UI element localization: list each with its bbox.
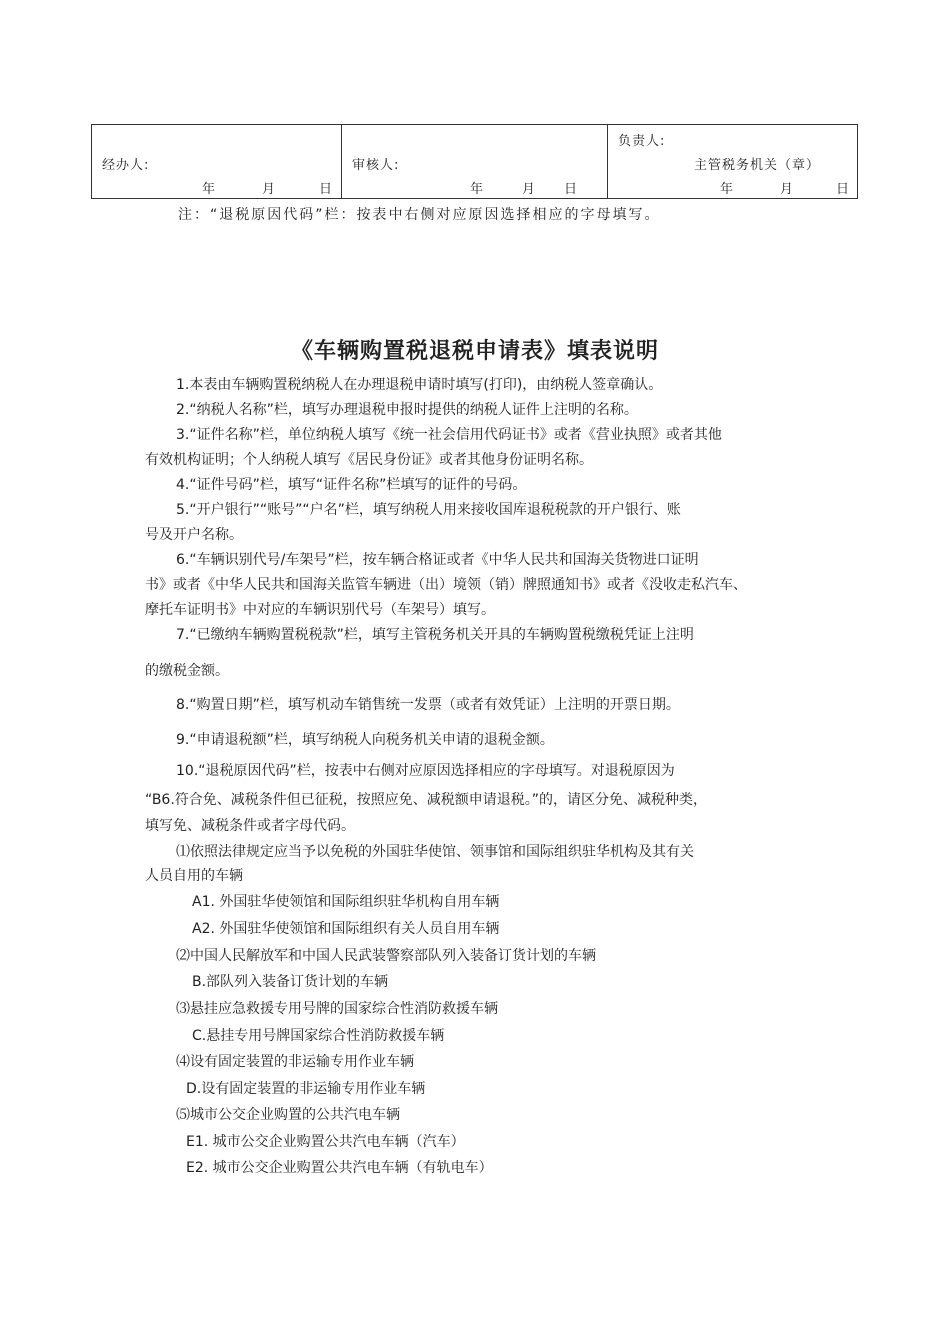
instruction-line: ⑶悬挂应急救援专用号牌的国家综合性消防救援车辆 — [176, 1001, 498, 1017]
authority-date-month: 月 — [780, 182, 795, 197]
instruction-line: 3.“证件名称”栏，单位纳税人填写《统一社会信用代码证书》或者《营业执照》或者其他 — [176, 427, 722, 443]
reviewer-date-month: 月 — [522, 182, 537, 197]
instruction-line: E2. 城市公交企业购置公共汽电车辆（有轨电车） — [186, 1160, 493, 1176]
instruction-line: 9.“申请退税额”栏，填写纳税人向税务机关申请的退税金额。 — [176, 732, 554, 748]
signature-table — [91, 124, 858, 199]
handler-date-month: 月 — [262, 182, 277, 197]
instruction-line: ⑵中国人民解放军和中国人民武装警察部队列入装备订货计划的车辆 — [176, 948, 596, 964]
instruction-line: A2. 外国驻华使领馆和国际组织有关人员自用车辆 — [192, 921, 500, 937]
instruction-line: 的缴税金额。 — [145, 663, 229, 679]
handler-date-year: 年 — [202, 182, 217, 197]
instruction-line: 4.“证件号码”栏，填写“证件名称”栏填写的证件的号码。 — [176, 477, 527, 493]
page-title: 《车辆购置税退税申请表》填表说明 — [290, 339, 659, 364]
authority-seal-label: 主管税务机关（章） — [694, 158, 821, 173]
instruction-line: A1. 外国驻华使领馆和国际组织驻华机构自用车辆 — [192, 894, 500, 910]
instruction-line: 填写免、减税条件或者字母代码。 — [145, 818, 355, 834]
instruction-line: 书》或者《中华人民共和国海关监管车辆进（出）境领（销）牌照通知书》或者《没收走私汽车、 — [145, 577, 747, 593]
instruction-line: 10.“退税原因代码”栏，按表中右侧对应原因选择相应的字母填写。对退税原因为 — [176, 763, 675, 779]
handler-date-day: 日 — [319, 182, 334, 197]
instruction-line: 1.本表由车辆购置税纳税人在办理退税申请时填写(打印)，由纳税人签章确认。 — [176, 377, 663, 393]
instruction-line: B.部队列入装备订货计划的车辆 — [192, 974, 389, 990]
instruction-line: E1. 城市公交企业购置公共汽电车辆（汽车） — [186, 1134, 465, 1150]
instruction-line: 5.“开户银行”“账号”“户名”栏，填写纳税人用来接收国库退税税款的开户银行、账 — [176, 502, 681, 518]
authority-date-day: 日 — [836, 182, 851, 197]
instruction-line: D.设有固定装置的非运输专用作业车辆 — [186, 1081, 426, 1097]
instruction-line: 6.“车辆识别代号/车架号”栏，按车辆合格证或者《中华人民共和国海关货物进口证明 — [176, 552, 699, 568]
instruction-line: 摩托车证明书》中对应的车辆识别代号（车架号）填写。 — [145, 602, 495, 618]
reviewer-label: 审核人: — [352, 158, 400, 173]
instruction-line: “B6.符合免、减税条件但已征税，按照应免、减税额申请退税。”的，请区分免、减税种类， — [145, 792, 708, 808]
authority-cell — [608, 125, 857, 198]
handler-cell — [92, 125, 342, 198]
instruction-line: C.悬挂专用号牌国家综合性消防救援车辆 — [192, 1028, 445, 1044]
handler-label: 经办人: — [102, 158, 150, 173]
instruction-line: 有效机构证明；个人纳税人填写《居民身份证》或者其他身份证明名称。 — [145, 452, 593, 468]
instruction-line: 号及开户名称。 — [145, 527, 243, 543]
reviewer-date-year: 年 — [470, 182, 485, 197]
instruction-line: 2.“纳税人名称”栏，填写办理退税申报时提供的纳税人证件上注明的名称。 — [176, 402, 638, 418]
instruction-line: ⑸城市公交企业购置的公共汽电车辆 — [176, 1107, 400, 1123]
authority-date-year: 年 — [720, 182, 735, 197]
reviewer-date-day: 日 — [564, 182, 579, 197]
instruction-line: ⑷设有固定装置的非运输专用作业车辆 — [176, 1054, 414, 1070]
table-note: 注：“退税原因代码”栏：按表中右侧对应原因选择相应的字母填写。 — [178, 207, 661, 223]
responsible-label: 负责人: — [618, 134, 666, 149]
instruction-line: 8.“购置日期”栏，填写机动车销售统一发票（或者有效凭证）上注明的开票日期。 — [176, 697, 680, 713]
instruction-line: 人员自用的车辆 — [145, 868, 243, 884]
reviewer-cell — [342, 125, 608, 198]
instruction-line: 7.“已缴纳车辆购置税税款”栏，填写主管税务机关开具的车辆购置税缴税凭证上注明 — [176, 627, 694, 643]
instruction-line: ⑴依照法律规定应当予以免税的外国驻华使馆、领事馆和国际组织驻华机构及其有关 — [176, 844, 694, 860]
